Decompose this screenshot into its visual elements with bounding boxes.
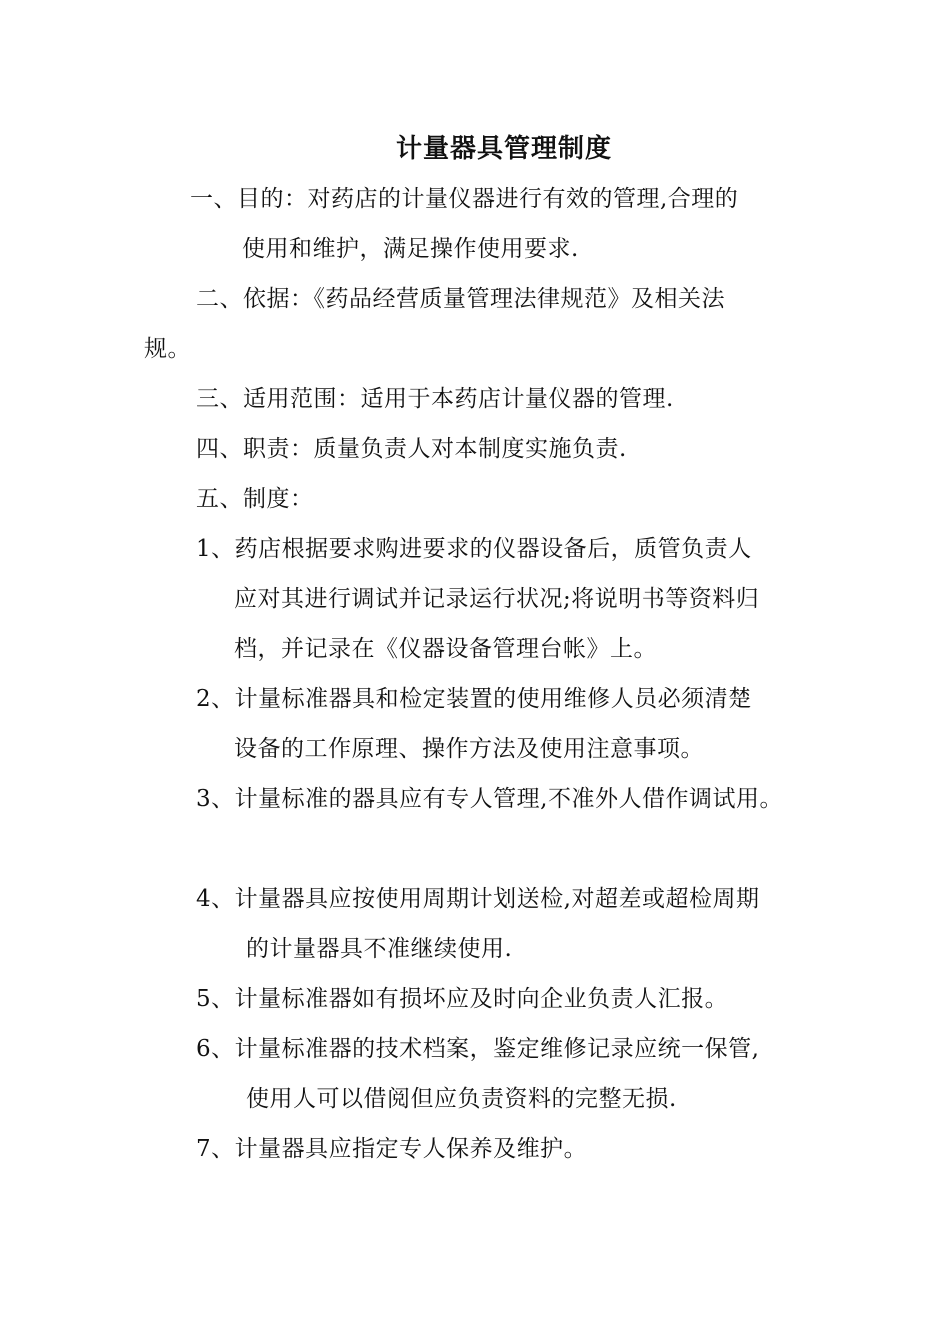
- section-scope: 三、适用范围：适用于本药店计量仪器的管理.: [196, 386, 674, 412]
- rule-item-6: 6、计量标准器的技术档案，鉴定维修记录应统一保管,: [196, 1036, 760, 1062]
- rule-item-6-continued: 使用人可以借阅但应负责资料的完整无损.: [246, 1086, 677, 1112]
- rule-item-2-continued: 设备的工作原理、操作方法及使用注意事项。: [234, 736, 704, 762]
- rule-item-4-continued: 的计量器具不准继续使用.: [246, 936, 513, 962]
- section-purpose: 一、目的：对药店的计量仪器进行有效的管理,合理的: [190, 186, 739, 212]
- section-basis-continued: 规。: [144, 336, 191, 362]
- rule-item-1-continued-b: 档，并记录在《仪器设备管理台帐》上。: [234, 636, 657, 662]
- rule-item-7: 7、计量器具应指定专人保养及维护。: [196, 1136, 588, 1162]
- rule-item-3: 3、计量标准的器具应有专人管理,不准外人借作调试用。: [196, 786, 783, 812]
- section-rules-heading: 五、制度：: [196, 486, 314, 512]
- rule-item-4: 4、计量器具应按使用周期计划送检,对超差或超检周期: [196, 886, 760, 912]
- section-basis: 二、依据：《药品经营质量管理法律规范》及相关法: [196, 286, 725, 312]
- rule-item-1: 1、药店根据要求购进要求的仪器设备后，质管负责人: [196, 536, 752, 562]
- section-purpose-continued: 使用和维护，满足操作使用要求.: [242, 236, 579, 262]
- rule-item-2: 2、计量标准器具和检定装置的使用维修人员必须清楚: [196, 686, 752, 712]
- rule-item-5: 5、计量标准器如有损坏应及时向企业负责人汇报。: [196, 986, 729, 1012]
- rule-item-1-continued-a: 应对其进行调试并记录运行状况;将说明书等资料归: [234, 586, 760, 612]
- section-responsibility: 四、职责：质量负责人对本制度实施负责.: [196, 436, 627, 462]
- document-title: 计量器具管理制度: [395, 134, 612, 164]
